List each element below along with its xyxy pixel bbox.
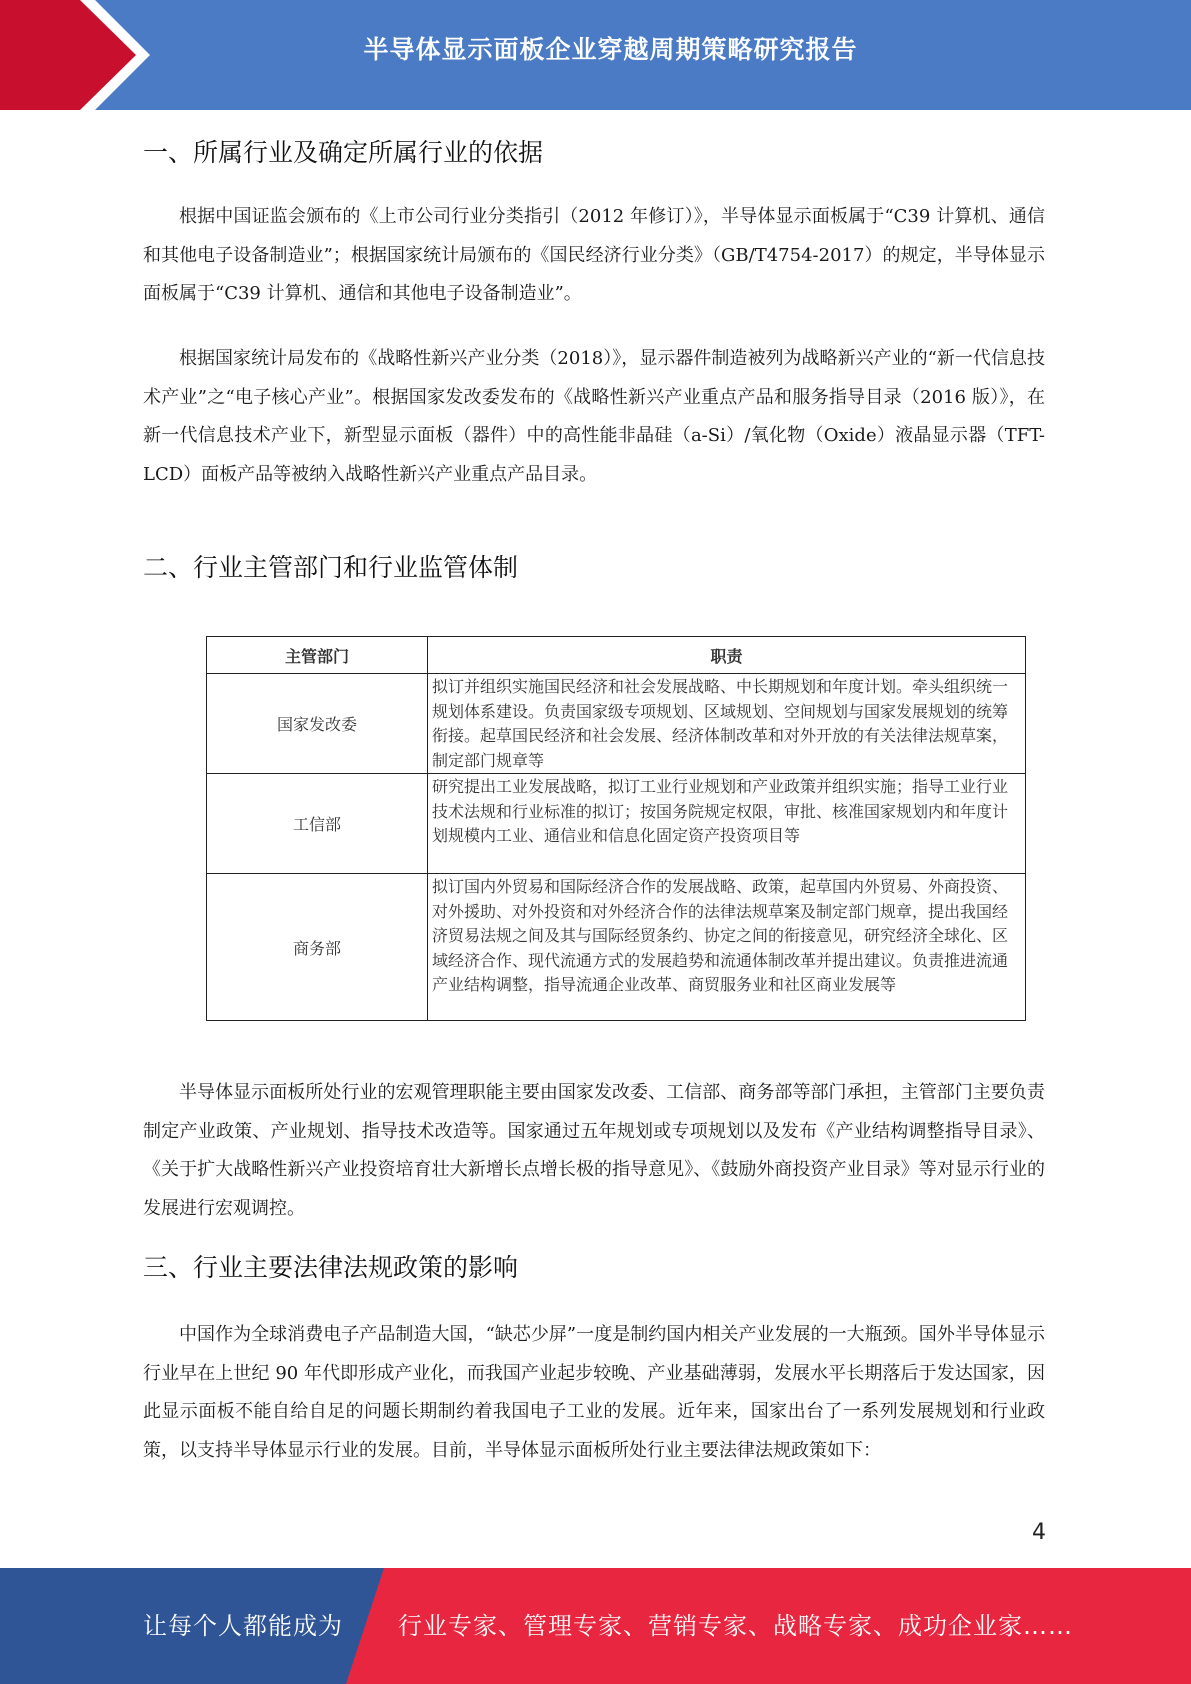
department-duty-table [206, 636, 1026, 1021]
section-heading-2: 二、行业主管部门和行业监管体制 [143, 553, 519, 582]
footer-slogan-right: 行业专家、管理专家、营销专家、战略专家、成功企业家…… [398, 1612, 1073, 1640]
section-heading-3: 三、行业主要法律法规政策的影响 [143, 1253, 519, 1282]
page-number: 4 [1032, 1520, 1046, 1545]
section-2-paragraph-1: 半导体显示面板所处行业的宏观管理职能主要由国家发改委、工信部、商务部等部门承担，主管部门主要负责制定产业政策、产业规划、指导技术改造等。国家通过五年规划或专项规划以及发布《产业结构调整指导目录》、《关于扩大战略性新兴产业投资培育壮大新增长点增长极的指导意见》、《鼓励外商投资产业目录》等对显示行业的发展进行宏观调控。 [143, 1082, 1045, 1219]
table-cell-dept: 商务部 [207, 874, 428, 1021]
table-row [207, 774, 1026, 874]
section-1-paragraph-1: 根据中国证监会颁布的《上市公司行业分类指引（2012 年修订）》，半导体显示面板属于“C39 计算机、通信和其他电子设备制造业”；根据国家统计局颁布的《国民经济行业分类》（GB/T4754-2017）的规定，半导体显示面板属于“C39 计算机、通信和其他电子设备制造业”。 [143, 206, 1045, 304]
table-row [207, 874, 1026, 1021]
page-footer [0, 1568, 1191, 1684]
section-1-paragraph-2: 根据国家统计局发布的《战略性新兴产业分类（2018）》，显示器件制造被列为战略新兴产业的“新一代信息技术产业”之“电子核心产业”。根据国家发改委发布的《战略性新兴产业重点产品和服务指导目录（2016 版）》，在新一代信息技术产业下，新型显示面板（器件）中的高性能非晶硅（a-Si）/氧化物（Oxide）液晶显示器（TFT-LCD）面板产品等被纳入战略性新兴产业重点产品目录。 [143, 348, 1045, 485]
table-header-dept: 主管部门 [207, 637, 428, 674]
report-title: 半导体显示面板企业穿越周期策略研究报告 [363, 35, 858, 64]
table-cell-dept: 国家发改委 [207, 674, 428, 774]
footer-slogan-left: 让每个人都能成为 [143, 1612, 343, 1640]
table-header-duty: 职责 [428, 637, 1026, 674]
table-cell-duty: 研究提出工业发展战略，拟订工业行业规划和产业政策并组织实施；指导工业行业技术法规和行业标准的拟订；按国务院规定权限，审批、核准国家规划内和年度计划规模内工业、通信业和信息化固定资产投资项目等 [428, 774, 1026, 874]
table-cell-dept: 工信部 [207, 774, 428, 874]
page-header [0, 0, 1191, 110]
section-3-paragraph-1: 中国作为全球消费电子产品制造大国，“缺芯少屏”一度是制约国内相关产业发展的一大瓶颈。国外半导体显示行业早在上世纪 90 年代即形成产业化，而我国产业起步较晚、产业基础薄弱，发展水平长期落后于发达国家，因此显示面板不能自给自足的问题长期制约着我国电子工业的发展。近年来，国家出台了一系列发展规划和行业政策，以支持半导体显示行业的发展。目前，半导体显示面板所处行业主要法律法规政策如下： [143, 1324, 1045, 1461]
table-cell-duty: 拟订并组织实施国民经济和社会发展战略、中长期规划和年度计划。牵头组织统一规划体系建设。负责国家级专项规划、区域规划、空间规划与国家发展规划的统筹衔接。起草国民经济和社会发展、经济体制改革和对外开放的有关法律法规草案，制定部门规章等 [428, 674, 1026, 774]
section-heading-1: 一、所属行业及确定所属行业的依据 [143, 138, 544, 167]
table-cell-duty: 拟订国内外贸易和国际经济合作的发展战略、政策，起草国内外贸易、外商投资、对外援助、对外投资和对外经济合作的法律法规草案及制定部门规章，提出我国经济贸易法规之间及其与国际经贸条约、协定之间的衔接意见，研究经济全球化、区域经济合作、现代流通方式的发展趋势和流通体制改革并提出建议。负责推进流通产业结构调整，指导流通企业改革、商贸服务业和社区商业发展等 [428, 874, 1026, 1021]
table-header-row [207, 637, 1026, 674]
table-row [207, 674, 1026, 774]
